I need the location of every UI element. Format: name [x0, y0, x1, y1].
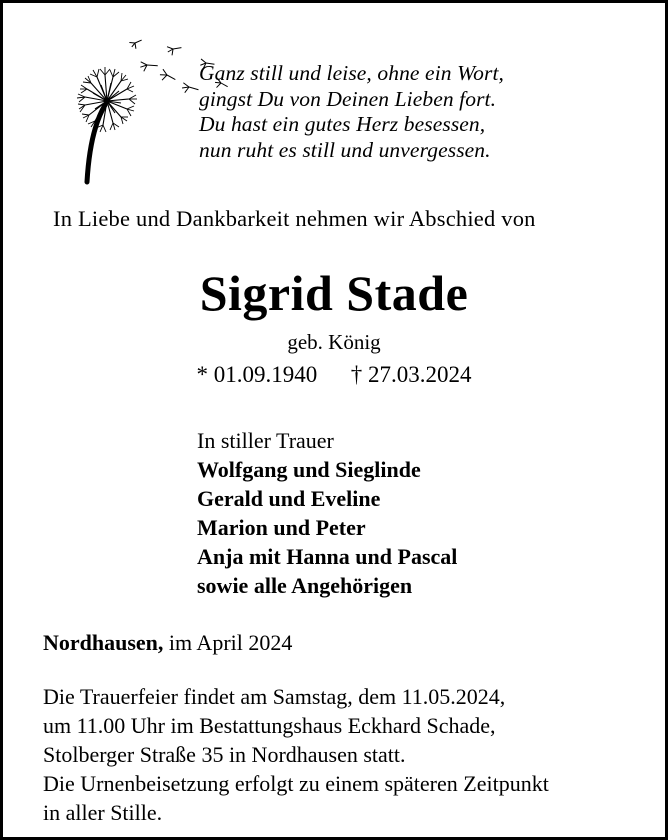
mourner-line: Marion und Peter	[197, 515, 366, 540]
verse-block	[199, 61, 504, 163]
verse-line-2: gingst Du von Deinen Lieben fort.	[199, 86, 497, 111]
mourners-lead: In stiller Trauer	[197, 428, 334, 453]
ceremony-line-3: Stolberger Straße 35 in Nordhausen statt.	[43, 742, 406, 767]
place-city: Nordhausen,	[43, 630, 164, 655]
verse-line-4: nun ruht es still und unvergessen.	[199, 137, 491, 162]
birth-date: 01.09.1940	[213, 362, 318, 387]
mourners-block	[29, 426, 639, 600]
ceremony-line-5: in aller Stille.	[43, 800, 163, 825]
maiden-name: geb. König	[287, 330, 381, 354]
mourner-line: Anja mit Hanna und Pascal	[197, 544, 458, 569]
deceased-name: Sigrid Stade	[199, 265, 469, 321]
birth-symbol: *	[196, 362, 208, 387]
ceremony-line-2: um 11.00 Uhr im Bestattungshaus Eckhard Schade,	[43, 713, 496, 738]
life-dates	[29, 362, 639, 388]
mourner-line: Wolfgang und Sieglinde	[197, 457, 421, 482]
ceremony-line-1: Die Trauerfeier findet am Samstag, dem 11.05.2024,	[43, 684, 506, 709]
death-symbol: †	[350, 362, 363, 387]
notice-inner	[3, 3, 665, 837]
header-area	[29, 21, 639, 186]
place-line	[29, 630, 639, 656]
mourner-line: Gerald und Eveline	[197, 486, 381, 511]
death-date: 27.03.2024	[368, 362, 472, 387]
place-date: im April 2024	[168, 630, 293, 655]
verse-line-1: Ganz still und leise, ohne ein Wort,	[199, 61, 504, 85]
verse-line-3: Du hast ein gutes Herz besessen,	[199, 112, 486, 136]
intro-line: In Liebe und Dankbarkeit nehmen wir Abschied von	[53, 206, 536, 231]
ceremony-line-4: Die Urnenbeisetzung erfolgt zu einem späteren Zeitpunkt	[43, 771, 549, 796]
ceremony-details	[29, 682, 639, 827]
mourner-line: sowie alle Angehörigen	[197, 573, 413, 598]
